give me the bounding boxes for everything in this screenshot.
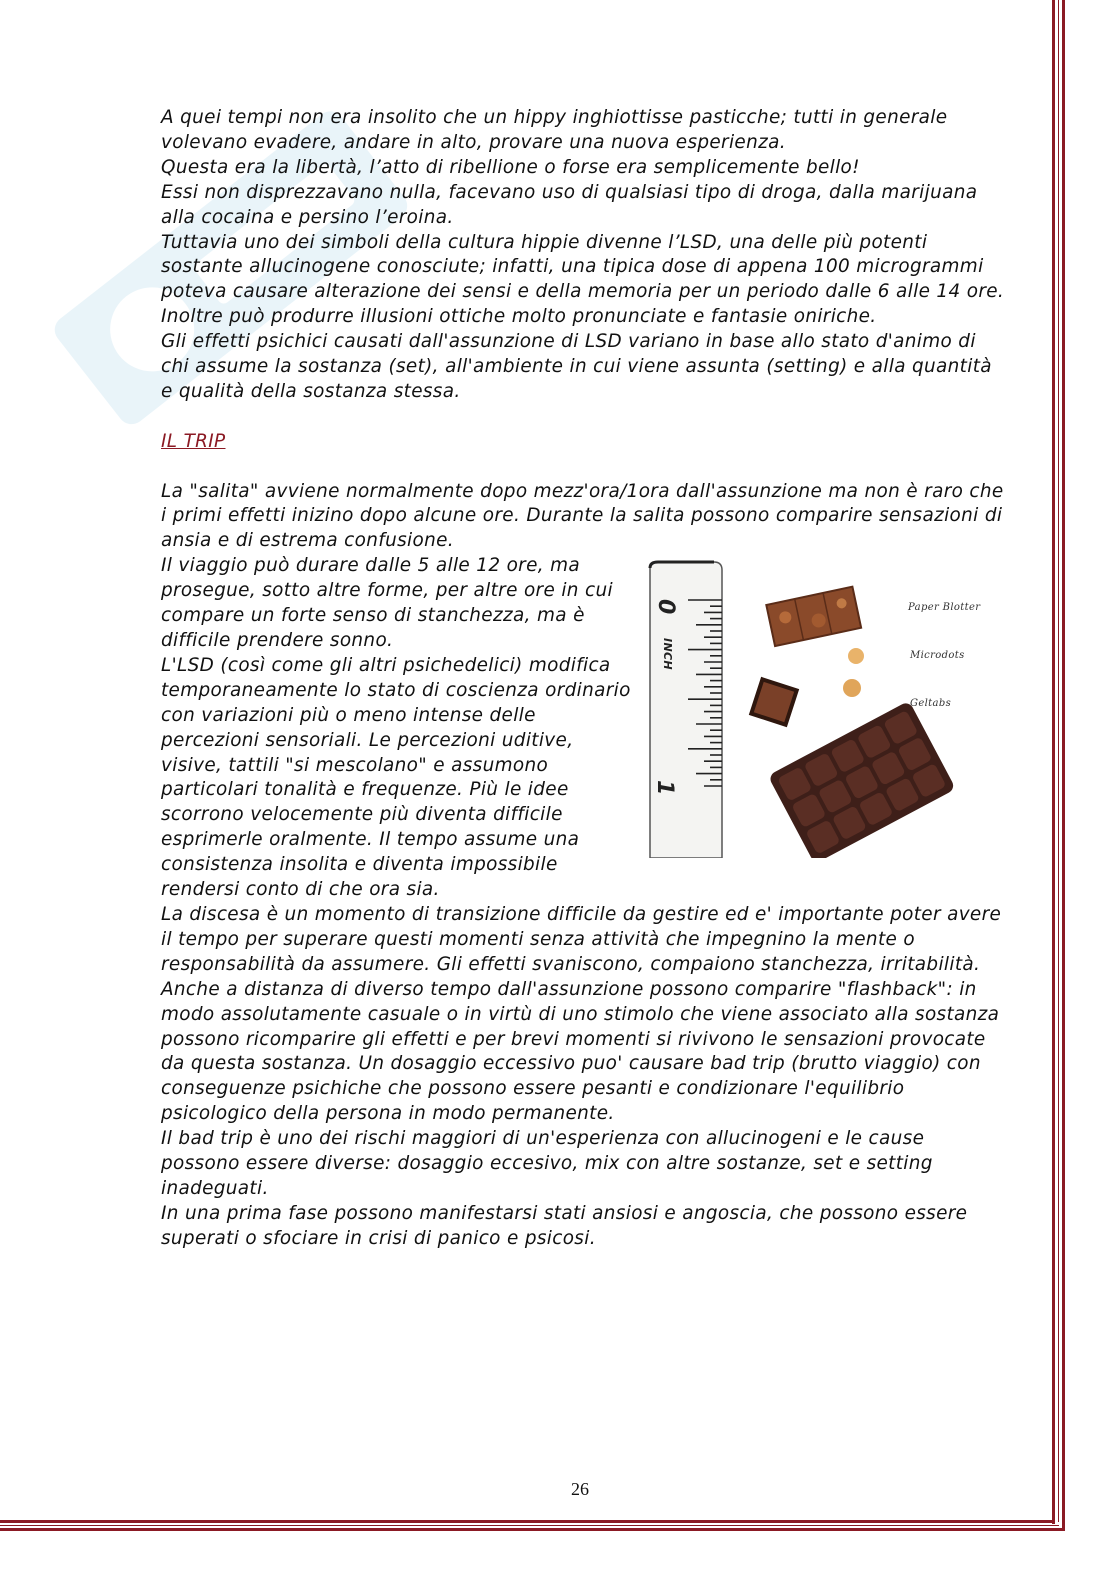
microdots-label: Microdots xyxy=(910,650,965,662)
small-blotter-icon xyxy=(751,680,796,725)
page-border-bottom xyxy=(0,1520,1055,1523)
lsd-forms-image xyxy=(646,560,986,858)
ruler-icon xyxy=(650,562,722,858)
geltab-sheet-icon xyxy=(768,701,956,858)
ruler-one-label: 1 xyxy=(652,780,677,796)
page-border-bottom-outer xyxy=(0,1528,1065,1531)
geltabs-label: Geltabs xyxy=(910,698,952,710)
paragraph: In una prima fase possono manifestarsi stati ansiosi e angoscia, che possono essere superati o sfociare in crisi di panico e psicosi. xyxy=(161,1202,968,1249)
section-heading: IL TRIP xyxy=(161,430,226,452)
page-number: 26 xyxy=(571,1479,589,1499)
paragraph: Essi non disprezzavano nulla, facevano uso di qualsiasi tipo di droga, dalla marijuana alla cocaina e persino l’eroina. xyxy=(161,181,978,228)
paragraph: La discesa è un momento di transizione difficile da gestire ed e' importante poter avere il tempo per superare questi momenti senza attività che impegnino la mente o responsabilità da assumere. Gli effetti svaniscono, compaiono stanchezza, irritabilità. xyxy=(161,903,1002,975)
ruler-unit-label: INCH xyxy=(661,638,674,671)
body-text xyxy=(161,106,1006,1252)
page-border-right-outer xyxy=(1062,0,1065,1528)
page-border-right-inner xyxy=(1058,0,1059,1522)
page-border-bottom-inner xyxy=(0,1525,1059,1526)
ruler-zero-label: 0 xyxy=(653,599,678,615)
paragraph: Anche a distanza di diverso tempo dall'assunzione possono comparire "flashback": in modo assolutamente casuale o in virtù di uno stimolo che viene associato alla sostanza possono ricomparire gli effetti e per brevi momenti si rivivono le sensazioni provocate da questa sostanza. Un dosaggio eccessivo puo' causare bad trip (brutto viaggio) con conseguenze psichiche che possono essere pesanti e condizionare l'equilibrio psicologico della persona in modo permanente. xyxy=(161,978,1000,1125)
paragraph: Tuttavia uno dei simboli della cultura hippie divenne l’LSD, una delle più potenti sostante allucinogene conosciute; infatti, una tipica dose di appena 100 microgrammi poteva causare alterazione dei sensi e della memoria per un periodo dalle 6 alle 14 ore. Inoltre può produrre illusioni ottiche molto pronunciate e fantasie oniriche. xyxy=(161,231,1005,328)
paper-blotter-icon xyxy=(766,587,861,646)
paragraph: Gli effetti psichici causati dall'assunzione di LSD variano in base allo stato d'animo di chi assume la sostanza (set), all'ambiente in cui viene assunta (setting) e alla quantità e qualità della sostanza stessa. xyxy=(161,331,992,402)
paragraph: La "salita" avviene normalmente dopo mezz'ora/1ora dall'assunzione ma non è raro che i primi effetti inizino dopo alcune ore. Durante la salita possono comparire sensazioni di ansia e di estrema confusione. xyxy=(161,480,1004,552)
microdot-icon xyxy=(848,648,864,664)
paragraph: L'LSD (così come gli altri psichedelici) modifica temporaneamente lo stato di coscienza ordinario con variazioni più o meno intense delle percezioni sensoriali. Le percezioni uditive, visive, tattili "si mescolano" e assumono particolari tonalità e frequenze. Più le idee scorrono velocemente più diventa difficile esprimerle oralmente. Il tempo assume una consistenza insolita e diventa impossibile rendersi conto di che ora sia. xyxy=(161,654,631,901)
paragraph: Il bad trip è uno dei rischi maggiori di un'esperienza con allucinogeni e le cause possono essere diverse: dosaggio eccesivo, mix con altre sostanze, set e setting inadeguati. xyxy=(161,1128,933,1199)
paragraph: A quei tempi non era insolito che un hippy inghiottisse pasticche; tutti in generale volevano evadere, andare in alto, provare una nuova esperienza. xyxy=(161,107,948,153)
paragraph: Questa era la libertà, l’atto di ribellione o forse era semplicemente bello! xyxy=(161,156,860,178)
paper-blotter-label: Paper Blotter xyxy=(908,602,981,614)
page-border-right xyxy=(1052,0,1055,1524)
paragraph: Il viaggio può durare dalle 5 alle 12 ore, ma prosegue, sotto altre forme, per altre ore in cui compare un forte senso di stanchezza, ma è difficile prendere sonno. xyxy=(161,555,613,651)
microdot-icon xyxy=(843,679,861,697)
